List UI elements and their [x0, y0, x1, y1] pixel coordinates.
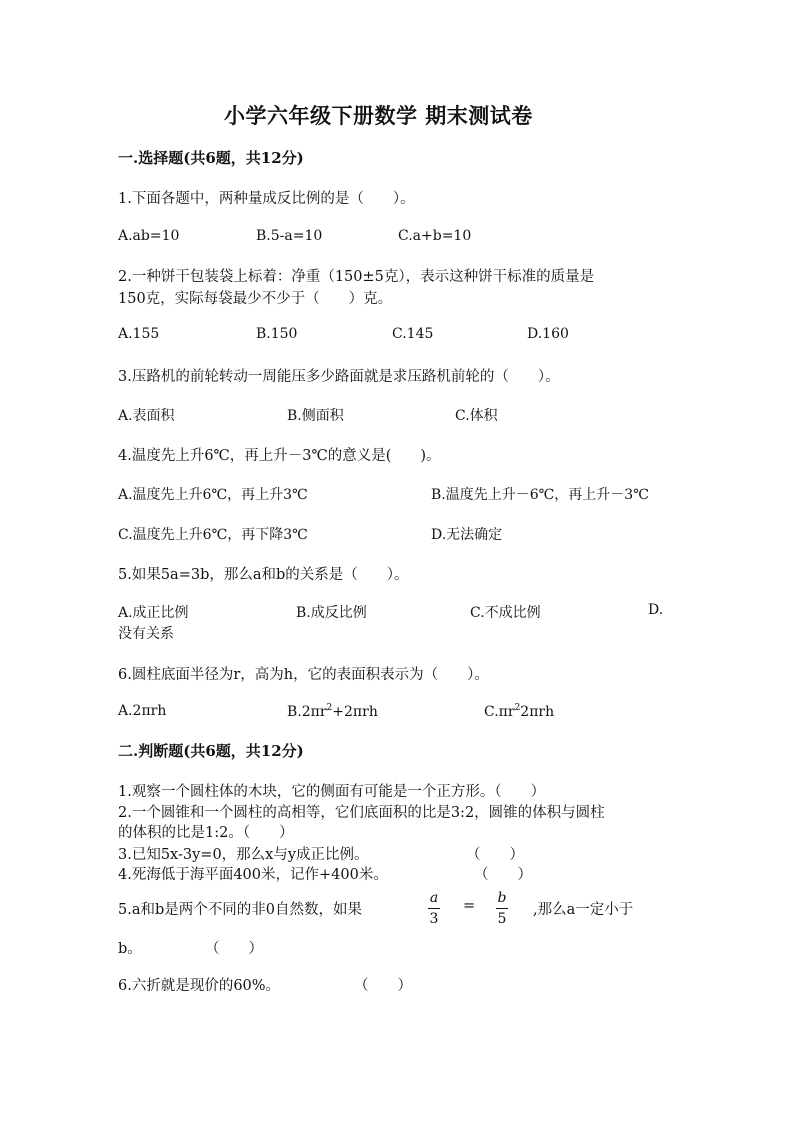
question-1: 1.下面各题中，两种量成反比例的是（ ）。 — [118, 191, 415, 207]
judge-1: 1.观察一个圆柱体的木块，它的侧面有可能是一个正方形。（ ） — [118, 784, 546, 800]
q5-option-c: C.不成比例 — [470, 605, 541, 621]
fraction-a-numerator: a — [429, 890, 439, 906]
page-title: 小学六年级下册数学 期末测试卷 — [224, 103, 533, 128]
q5-option-d-text: 没有关系 — [118, 626, 174, 642]
q5-option-d: D. — [648, 602, 664, 618]
q4-option-c: C.温度先上升6℃，再下降3℃ — [118, 527, 308, 543]
question-2-line1: 2.一种饼干包装袋上标着：净重（150±5克），表示这种饼干标准的质量是 — [118, 269, 595, 285]
judge-5-prefix: 5.a和b是两个不同的非0自然数，如果 — [118, 902, 362, 918]
judge-4-blank: （ ） — [474, 867, 532, 883]
q6-option-b-exponent: 2 — [326, 703, 333, 713]
q6-option-a: A.2πrh — [118, 703, 167, 719]
q3-option-c: C.体积 — [455, 408, 498, 424]
q6-option-b — [287, 703, 378, 720]
q3-option-b: B.侧面积 — [287, 408, 344, 424]
q1-option-c: C.a+b=10 — [398, 228, 472, 244]
judge-5-line2: b。 — [118, 941, 142, 957]
question-6: 6.圆柱底面半径为r，高为h，它的表面积表示为（ ）。 — [118, 667, 489, 683]
judge-6-blank: （ ） — [354, 978, 412, 994]
judge-5-equals: = — [463, 898, 476, 914]
q4-option-a: A.温度先上升6℃，再上升3℃ — [118, 487, 308, 503]
q6-option-c-prefix: C.πr — [484, 704, 515, 720]
question-2-line2: 150克，实际每袋最少不少于（ ）克。 — [118, 291, 393, 307]
q6-option-c-exponent: 2 — [514, 703, 521, 713]
judge-3-blank: （ ） — [466, 847, 524, 863]
q6-option-c — [484, 703, 554, 720]
fraction-b-denominator: 5 — [497, 911, 507, 927]
judge-6: 6.六折就是现价的60%。 — [118, 978, 281, 994]
q6-option-b-suffix: +2πrh — [332, 704, 378, 720]
judge-5-fraction-a — [428, 891, 440, 926]
section-heading-judge: 二.判断题(共6题，共12分) — [118, 742, 304, 760]
q5-option-a: A.成正比例 — [118, 605, 189, 621]
question-5: 5.如果5a=3b，那么a和b的关系是（ ）。 — [118, 567, 409, 583]
judge-4: 4.死海低于海平面400米，记作+400米。 — [118, 867, 388, 883]
q2-option-d: D.160 — [527, 326, 569, 342]
judge-5-blank: （ ） — [205, 941, 263, 957]
fraction-b-numerator: b — [497, 890, 507, 906]
judge-3: 3.已知5x-3y=0，那么x与y成正比例。 — [118, 847, 369, 863]
q5-option-b: B.成反比例 — [296, 605, 367, 621]
q3-option-a: A.表面积 — [118, 408, 175, 424]
q4-option-d: D.无法确定 — [431, 527, 503, 543]
judge-5-suffix: ,那么a一定小于 — [533, 902, 634, 918]
section-heading-choice: 一.选择题(共6题，共12分) — [118, 149, 304, 167]
question-3: 3.压路机的前轮转动一周能压多少路面就是求压路机前轮的（ ）。 — [118, 369, 560, 385]
q2-option-b: B.150 — [256, 326, 298, 342]
q1-option-b: B.5-a=10 — [256, 228, 323, 244]
q2-option-a: A.155 — [118, 326, 160, 342]
judge-5-fraction-b — [496, 891, 508, 926]
fraction-b-bar — [496, 908, 508, 909]
fraction-a-bar — [428, 908, 440, 909]
question-4: 4.温度先上升6℃，再上升－3℃的意义是( )。 — [118, 448, 441, 464]
judge-2-line2: 的体积的比是1:2。（ ） — [118, 825, 294, 841]
fraction-a-denominator: 3 — [429, 911, 439, 927]
q6-option-b-prefix: B.2πr — [287, 704, 327, 720]
q6-option-c-suffix: 2πrh — [520, 704, 555, 720]
q2-option-c: C.145 — [392, 326, 434, 342]
q4-option-b: B.温度先上升－6℃，再上升－3℃ — [431, 487, 649, 503]
q1-option-a: A.ab=10 — [118, 228, 180, 244]
judge-2-line1: 2.一个圆锥和一个圆柱的高相等，它们底面积的比是3:2，圆锥的体积与圆柱 — [118, 805, 605, 821]
